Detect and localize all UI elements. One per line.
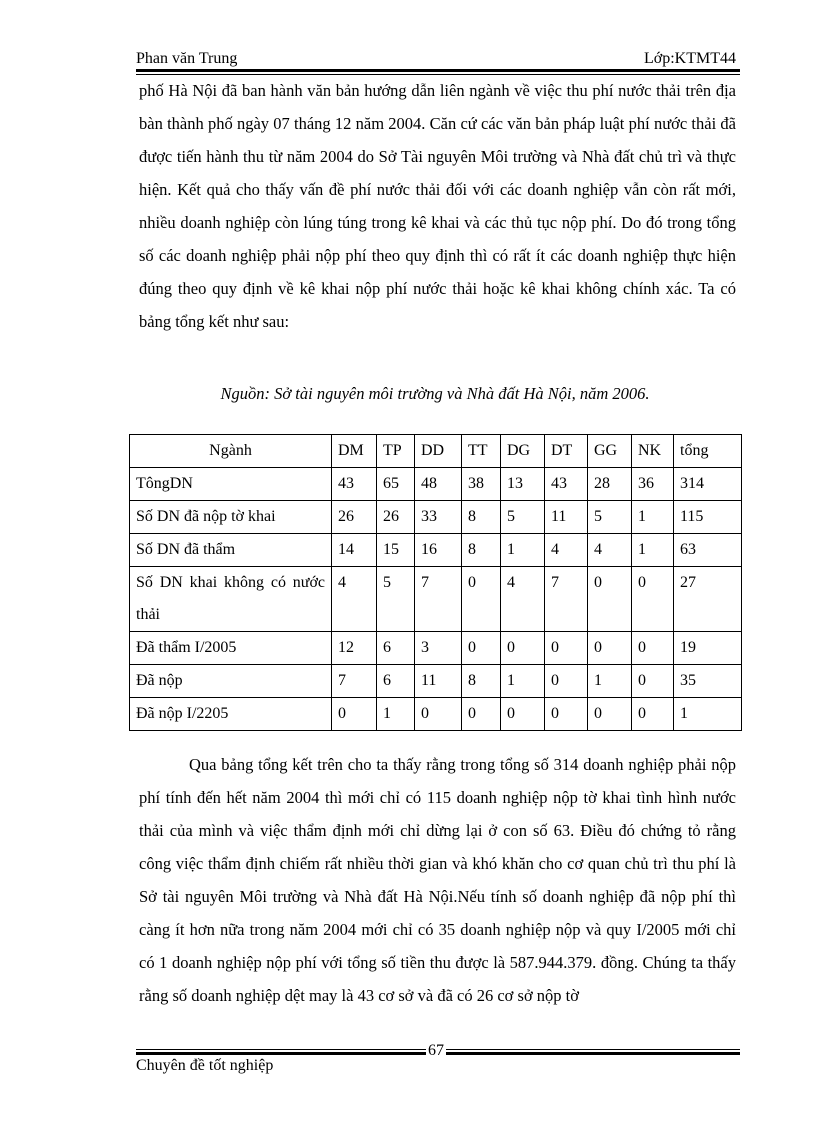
table-cell: 314 — [674, 468, 742, 501]
table-row — [130, 468, 742, 501]
table-cell: 65 — [377, 468, 415, 501]
table-cell: 1 — [501, 665, 545, 698]
table-cell: 28 — [588, 468, 632, 501]
table-cell: 0 — [462, 632, 501, 665]
table-cell: 8 — [462, 665, 501, 698]
table-cell: 38 — [462, 468, 501, 501]
table-cell: 0 — [545, 698, 588, 731]
table-cell: 1 — [377, 698, 415, 731]
header-cell: DM — [332, 435, 377, 468]
table-row — [130, 501, 742, 534]
table-cell: 26 — [332, 501, 377, 534]
table-cell: 14 — [332, 534, 377, 567]
table-cell: 0 — [415, 698, 462, 731]
table-cell: 0 — [632, 632, 674, 665]
table-cell: 13 — [501, 468, 545, 501]
row-label: Số DN đã thẩm — [130, 534, 332, 567]
header-cell: DD — [415, 435, 462, 468]
table-cell: 0 — [462, 567, 501, 632]
table-cell: 8 — [462, 501, 501, 534]
table-cell: 11 — [545, 501, 588, 534]
table-row — [130, 698, 742, 731]
page-header — [136, 50, 740, 70]
table-cell: 0 — [545, 632, 588, 665]
row-label: Đã thẩm I/2005 — [130, 632, 332, 665]
table-cell: 0 — [632, 665, 674, 698]
header-cell: DG — [501, 435, 545, 468]
table-cell: 7 — [415, 567, 462, 632]
header-class: Lớp:KTMT44 — [643, 50, 736, 67]
table-cell: 5 — [501, 501, 545, 534]
table-cell: 115 — [674, 501, 742, 534]
table-cell: 11 — [415, 665, 462, 698]
table-cell: 0 — [462, 698, 501, 731]
table-cell: 4 — [332, 567, 377, 632]
table-cell: 43 — [545, 468, 588, 501]
table-cell: 7 — [545, 567, 588, 632]
row-label: Đã nộp — [130, 665, 332, 698]
table-cell: 0 — [588, 567, 632, 632]
table-cell: 26 — [377, 501, 415, 534]
table-cell: 4 — [501, 567, 545, 632]
table-cell: 0 — [588, 632, 632, 665]
table-cell: 0 — [632, 698, 674, 731]
header-cell: TT — [462, 435, 501, 468]
header-cell: GG — [588, 435, 632, 468]
table-cell: 48 — [415, 468, 462, 501]
table-cell: 1 — [632, 501, 674, 534]
table-cell: 43 — [332, 468, 377, 501]
table-row — [130, 534, 742, 567]
table-cell: 5 — [377, 567, 415, 632]
table-row — [130, 632, 742, 665]
table-cell: 0 — [632, 567, 674, 632]
header-cell: TP — [377, 435, 415, 468]
table-row — [130, 665, 742, 698]
table-cell: 6 — [377, 632, 415, 665]
table-cell: 63 — [674, 534, 742, 567]
table-cell: 0 — [588, 698, 632, 731]
table-cell: 15 — [377, 534, 415, 567]
row-label: Số DN khai không có nước thải — [130, 567, 332, 632]
header-cell: tổng — [674, 435, 742, 468]
header-cell: DT — [545, 435, 588, 468]
table-cell: 27 — [674, 567, 742, 632]
table-cell: 33 — [415, 501, 462, 534]
table-row — [130, 567, 742, 632]
row-label: TôngDN — [130, 468, 332, 501]
header-cell: Ngành — [130, 435, 332, 468]
table-cell: 0 — [332, 698, 377, 731]
page-number: 67 — [428, 1042, 444, 1059]
paragraph-analysis: Qua bảng tổng kết trên cho ta thấy rằng trong tổng số 314 doanh nghiệp phải nộp phí tính đến hết năm 2004 thì mới chỉ có 115 doanh nghiệp nộp tờ khai tình hình nước thải của mình và việc thẩm định mới chỉ dừng lại ở con số 63. Điều đó chứng tỏ rằng công việc thẩm định chiếm rất nhiều thời gian và khó khăn cho cơ quan chủ trì thu phí là Sở tài nguyên Môi trường và Nhà đất Hà Nội.Nếu tính số doanh nghiệp đã nộp phí thì càng ít hơn nữa trong năm 2004 mới chỉ có 35 doanh nghiệp nộp và quy I/2005 mới chỉ có 1 doanh nghiệp nộp phí với tổng số tiền thu được là 587.944.379. đồng. Chúng ta thấy rằng số doanh nghiệp dệt may là 43 cơ sở và đã có 26 cơ sở nộp tờ — [139, 755, 736, 1005]
table-cell: 35 — [674, 665, 742, 698]
table-cell: 1 — [588, 665, 632, 698]
header-author: Phan văn Trung — [136, 50, 238, 67]
table-cell: 1 — [632, 534, 674, 567]
table-cell: 0 — [545, 665, 588, 698]
paragraph-intro: phố Hà Nội đã ban hành văn bản hướng dẫn liên ngành về việc thu phí nước thải trên địa bàn thành phố ngày 07 tháng 12 năm 2004. Căn cứ các văn bản pháp luật phí nước thải đã được tiến hành thu từ năm 2004 do Sở Tài nguyên Môi trường và Nhà đất chủ trì và thực hiện. Kết quả cho thấy vấn đề phí nước thải đối với các doanh nghiệp vẫn còn rất mới, nhiều doanh nghiệp còn lúng túng trong kê khai và các thủ tục nộp phí. Do đó trong tổng số các doanh nghiệp phải nộp phí theo quy định thì có rất ít các doanh nghiệp thực hiện đúng theo quy định về kê khai nộp phí nước thải hoặc kê khai không chính xác. Ta có bảng tổng kết như sau: — [139, 81, 736, 331]
header-cell: NK — [632, 435, 674, 468]
row-label: Số DN đã nộp tờ khai — [130, 501, 332, 534]
table-cell: 4 — [545, 534, 588, 567]
table-cell: 1 — [674, 698, 742, 731]
table-cell: 36 — [632, 468, 674, 501]
table-cell: 7 — [332, 665, 377, 698]
table-cell: 5 — [588, 501, 632, 534]
table-cell: 8 — [462, 534, 501, 567]
table-cell: 4 — [588, 534, 632, 567]
table-cell: 6 — [377, 665, 415, 698]
summary-table — [129, 434, 742, 731]
footer-label: Chuyên đề tốt nghiệp — [136, 1057, 274, 1074]
table-cell: 0 — [501, 632, 545, 665]
table-cell: 3 — [415, 632, 462, 665]
row-label: Đã nộp I/2205 — [130, 698, 332, 731]
table-cell: 16 — [415, 534, 462, 567]
table-header-row — [130, 435, 742, 468]
table-source-caption: Nguồn: Sở tài nguyên môi trường và Nhà đất Hà Nội, năm 2006. — [220, 384, 650, 403]
table-cell: 19 — [674, 632, 742, 665]
table-cell: 1 — [501, 534, 545, 567]
header-rule — [136, 69, 740, 72]
table-cell: 12 — [332, 632, 377, 665]
table-cell: 0 — [501, 698, 545, 731]
